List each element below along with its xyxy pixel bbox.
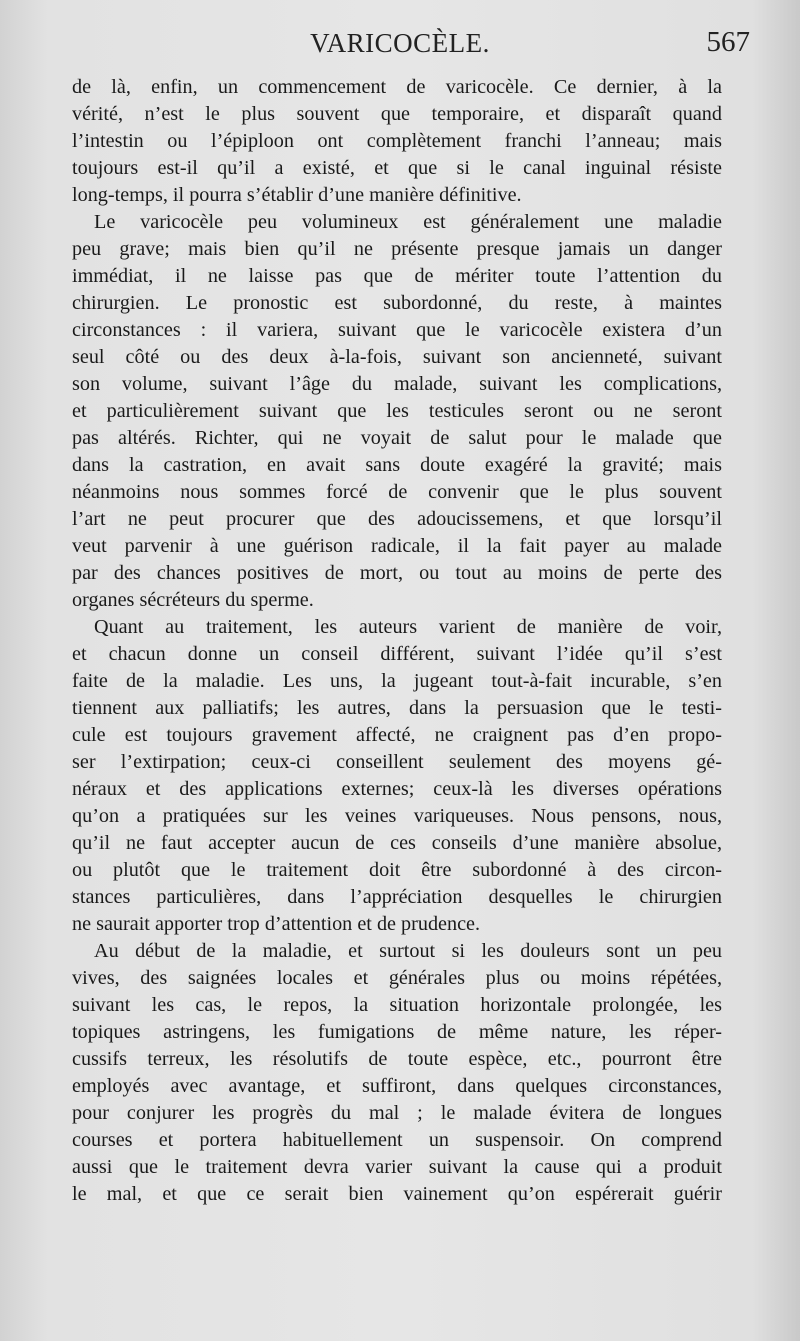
text-line: Au début de la maladie, et surtout si les douleurs sont un peu	[94, 940, 722, 962]
body-text	[72, 74, 722, 1208]
text-line: aussi que le traitement devra varier suivant la cause qui a produit	[72, 1156, 722, 1178]
text-line: faite de la maladie. Les uns, la jugeant tout-à-fait incurable, s’en	[72, 670, 722, 692]
text-line: ser l’extirpation; ceux-ci conseillent seulement des moyens gé-	[72, 751, 722, 773]
text-line: Quant au traitement, les auteurs varient de manière de voir,	[94, 616, 722, 638]
text-line: vives, des saignées locales et générales plus ou moins répétées,	[72, 967, 722, 989]
text-line: de là, enfin, un commencement de varicocèle. Ce dernier, à la	[72, 76, 722, 98]
text-line: organes sécréteurs du sperme.	[72, 589, 314, 611]
text-line: son volume, suivant l’âge du malade, suivant les complications,	[72, 373, 722, 395]
text-line: néanmoins nous sommes forcé de convenir que le plus souvent	[72, 481, 722, 503]
text-line: dans la castration, en avait sans doute exagéré la gravité; mais	[72, 454, 722, 476]
text-line: suivant les cas, le repos, la situation horizontale prolongée, les	[72, 994, 722, 1016]
running-title: VARICOCÈLE.	[310, 28, 490, 58]
text-line: cussifs terreux, les résolutifs de toute espèce, etc., pourront être	[72, 1048, 722, 1070]
page-number: 567	[706, 26, 750, 58]
text-line: cule est toujours gravement affecté, ne craignent pas d’en propo-	[72, 724, 722, 746]
text-line: seul côté ou des deux à-la-fois, suivant son ancienneté, suivant	[72, 346, 722, 368]
text-line: chirurgien. Le pronostic est subordonné, du reste, à maintes	[72, 292, 722, 314]
page-header	[0, 26, 800, 62]
text-line: tiennent aux palliatifs; les autres, dans la persuasion que le testi-	[72, 697, 722, 719]
text-line: l’art ne peut procurer que des adoucissemens, et que lorsqu’il	[72, 508, 722, 530]
text-line: circonstances : il variera, suivant que le varicocèle existera d’un	[72, 319, 722, 341]
text-line: toujours est-il qu’il a existé, et que si le canal inguinal résiste	[72, 157, 722, 179]
text-line: courses et portera habituellement un suspensoir. On comprend	[72, 1129, 722, 1151]
text-line: veut parvenir à une guérison radicale, il la fait payer au malade	[72, 535, 722, 557]
text-line: par des chances positives de mort, ou tout au moins de perte des	[72, 562, 722, 584]
text-line: pas altérés. Richter, qui ne voyait de salut pour le malade que	[72, 427, 722, 449]
text-line: topiques astringens, les fumigations de même nature, les réper-	[72, 1021, 722, 1043]
text-line: ne saurait apporter trop d’attention et de prudence.	[72, 913, 481, 935]
text-line: stances particulières, dans l’appréciation desquelles le chirurgien	[72, 886, 722, 908]
text-line: ou plutôt que le traitement doit être subordonné à des circon-	[72, 859, 722, 881]
text-line: immédiat, il ne laisse pas que de mériter toute l’attention du	[72, 265, 722, 287]
text-line: qu’on a pratiquées sur les veines variqueuses. Nous pensons, nous,	[72, 805, 722, 827]
text-line: et particulièrement suivant que les testicules seront ou ne seront	[72, 400, 722, 422]
text-line: qu’il ne faut accepter aucun de ces conseils d’une manière absolue,	[72, 832, 722, 854]
text-line: néraux et des applications externes; ceux-là les diverses opérations	[72, 778, 722, 800]
text-line: peu grave; mais bien qu’il ne présente presque jamais un danger	[72, 238, 722, 260]
text-line: vérité, n’est le plus souvent que temporaire, et disparaît quand	[72, 103, 722, 125]
text-line: Le varicocèle peu volumineux est généralement une maladie	[94, 211, 722, 233]
text-line: le mal, et que ce serait bien vainement qu’on espérerait guérir	[72, 1183, 722, 1205]
text-line: long-temps, il pourra s’établir d’une manière définitive.	[72, 184, 522, 206]
text-line: et chacun donne un conseil différent, suivant l’idée qu’il s’est	[72, 643, 722, 665]
text-line: employés avec avantage, et suffiront, dans quelques circonstances,	[72, 1075, 722, 1097]
text-line: l’intestin ou l’épiploon ont complètement franchi l’anneau; mais	[72, 130, 722, 152]
text-line: pour conjurer les progrès du mal ; le malade évitera de longues	[72, 1102, 722, 1124]
